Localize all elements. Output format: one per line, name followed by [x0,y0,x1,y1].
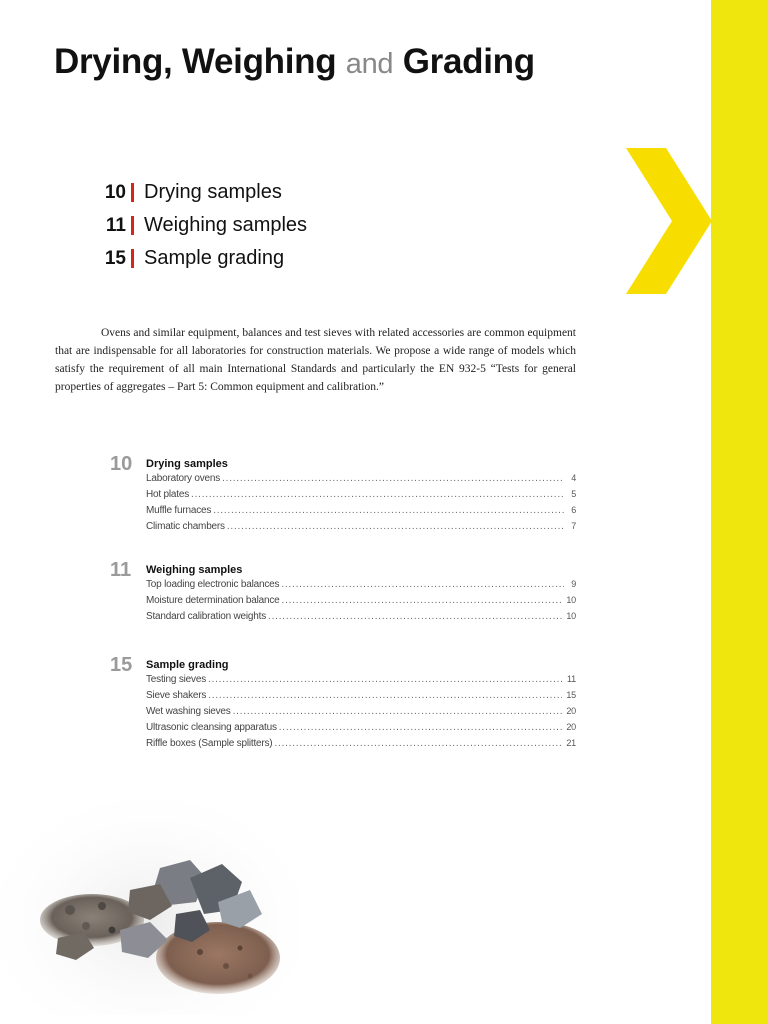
summary-number: 10 [104,181,126,203]
toc-leader-dots [268,611,562,622]
intro-paragraph: Ovens and similar equipment, balances and test sieves with related accessories are common equipment that are indispensable for all laboratories for construction materials. We propose a wide range of models which satisfy the requirement of all main International Standards and particularly the EN 932-5 “Tests for general properties of aggregates – Part 5: Common equipment and calibration.” [55,327,576,393]
summary-label: Sample grading [144,247,285,269]
toc-entry-page: 20 [566,722,576,732]
toc-leader-dots [279,722,563,733]
toc-entry-title: Ultrasonic cleansing apparatus [146,722,277,733]
toc-leader-dots [222,473,564,484]
toc-leader-dots [227,521,564,532]
toc-entry-title: Hot plates [146,489,190,500]
toc-entry[interactable] [146,521,576,537]
toc-entry-title: Moisture determination balance [146,595,280,606]
toc-entry-title: Muffle furnaces [146,505,212,516]
toc-leader-dots [191,489,564,500]
section-summary [96,176,307,275]
toc-entry[interactable] [146,473,576,489]
toc-entry-page: 6 [571,505,576,515]
toc-entry[interactable] [146,595,576,611]
toc-entry[interactable] [146,674,576,690]
toc-entry-page: 5 [571,489,576,499]
summary-item[interactable] [96,176,307,209]
summary-number: 11 [105,214,126,236]
title-part-1: Drying, Weighing [54,42,337,81]
toc-entry-page: 4 [571,473,576,483]
toc-entry-title: Top loading electronic balances [146,579,280,590]
toc-entry[interactable] [146,706,576,722]
toc-entry-page: 10 [566,595,576,605]
toc-entry[interactable] [146,722,576,738]
toc-entry-title: Standard calibration weights [146,611,267,622]
summary-label: Weighing samples [144,214,308,236]
toc-leader-dots [233,706,563,717]
toc-leader-dots [281,579,564,590]
toc-entry-page: 7 [571,521,576,531]
toc-section-number: 15 [110,654,133,676]
toc-leader-dots [208,674,563,685]
toc-section-number: 11 [110,559,132,581]
toc-leader-dots [282,595,563,606]
toc-entry-title: Sieve shakers [146,690,207,701]
toc-entry[interactable] [146,505,576,521]
toc-entry[interactable] [146,690,576,706]
summary-separator [131,183,134,202]
toc-entry-page: 15 [566,690,576,700]
chevron-right-icon [626,148,712,294]
toc-leader-dots [274,738,562,749]
summary-separator [131,249,134,268]
toc-entry[interactable] [146,738,576,754]
summary-item[interactable] [96,209,307,242]
summary-separator [131,216,134,235]
toc-entry[interactable] [146,611,576,627]
toc-section-heading: Weighing samples [146,564,243,576]
toc-entry-page: 21 [566,738,576,748]
toc-section-number: 10 [110,453,133,475]
toc-entry-title: Testing sieves [146,674,207,685]
toc-leader-dots [208,690,562,701]
summary-label: Drying samples [144,181,282,203]
toc-entry-title: Laboratory ovens [146,473,221,484]
toc-entry-title: Climatic chambers [146,521,225,532]
page-title [54,42,535,82]
summary-item[interactable] [96,242,307,275]
title-part-3: Grading [402,42,535,81]
toc-entry[interactable] [146,579,576,595]
toc-entry-page: 9 [571,579,576,589]
toc-entry-page: 20 [566,706,576,716]
title-part-2: and [345,48,394,80]
toc-section-heading: Sample grading [146,659,229,671]
summary-number: 15 [104,247,126,269]
toc-entry-title: Riffle boxes (Sample splitters) [146,738,273,749]
toc-entry[interactable] [146,489,576,505]
aggregate-stones-image [0,780,300,1015]
toc-entry-page: 11 [567,674,576,684]
toc-section-heading: Drying samples [146,458,228,470]
accent-side-bar [711,0,768,1024]
toc-entry-page: 10 [566,611,576,621]
toc-entry-title: Wet washing sieves [146,706,231,717]
toc-leader-dots [213,505,564,516]
